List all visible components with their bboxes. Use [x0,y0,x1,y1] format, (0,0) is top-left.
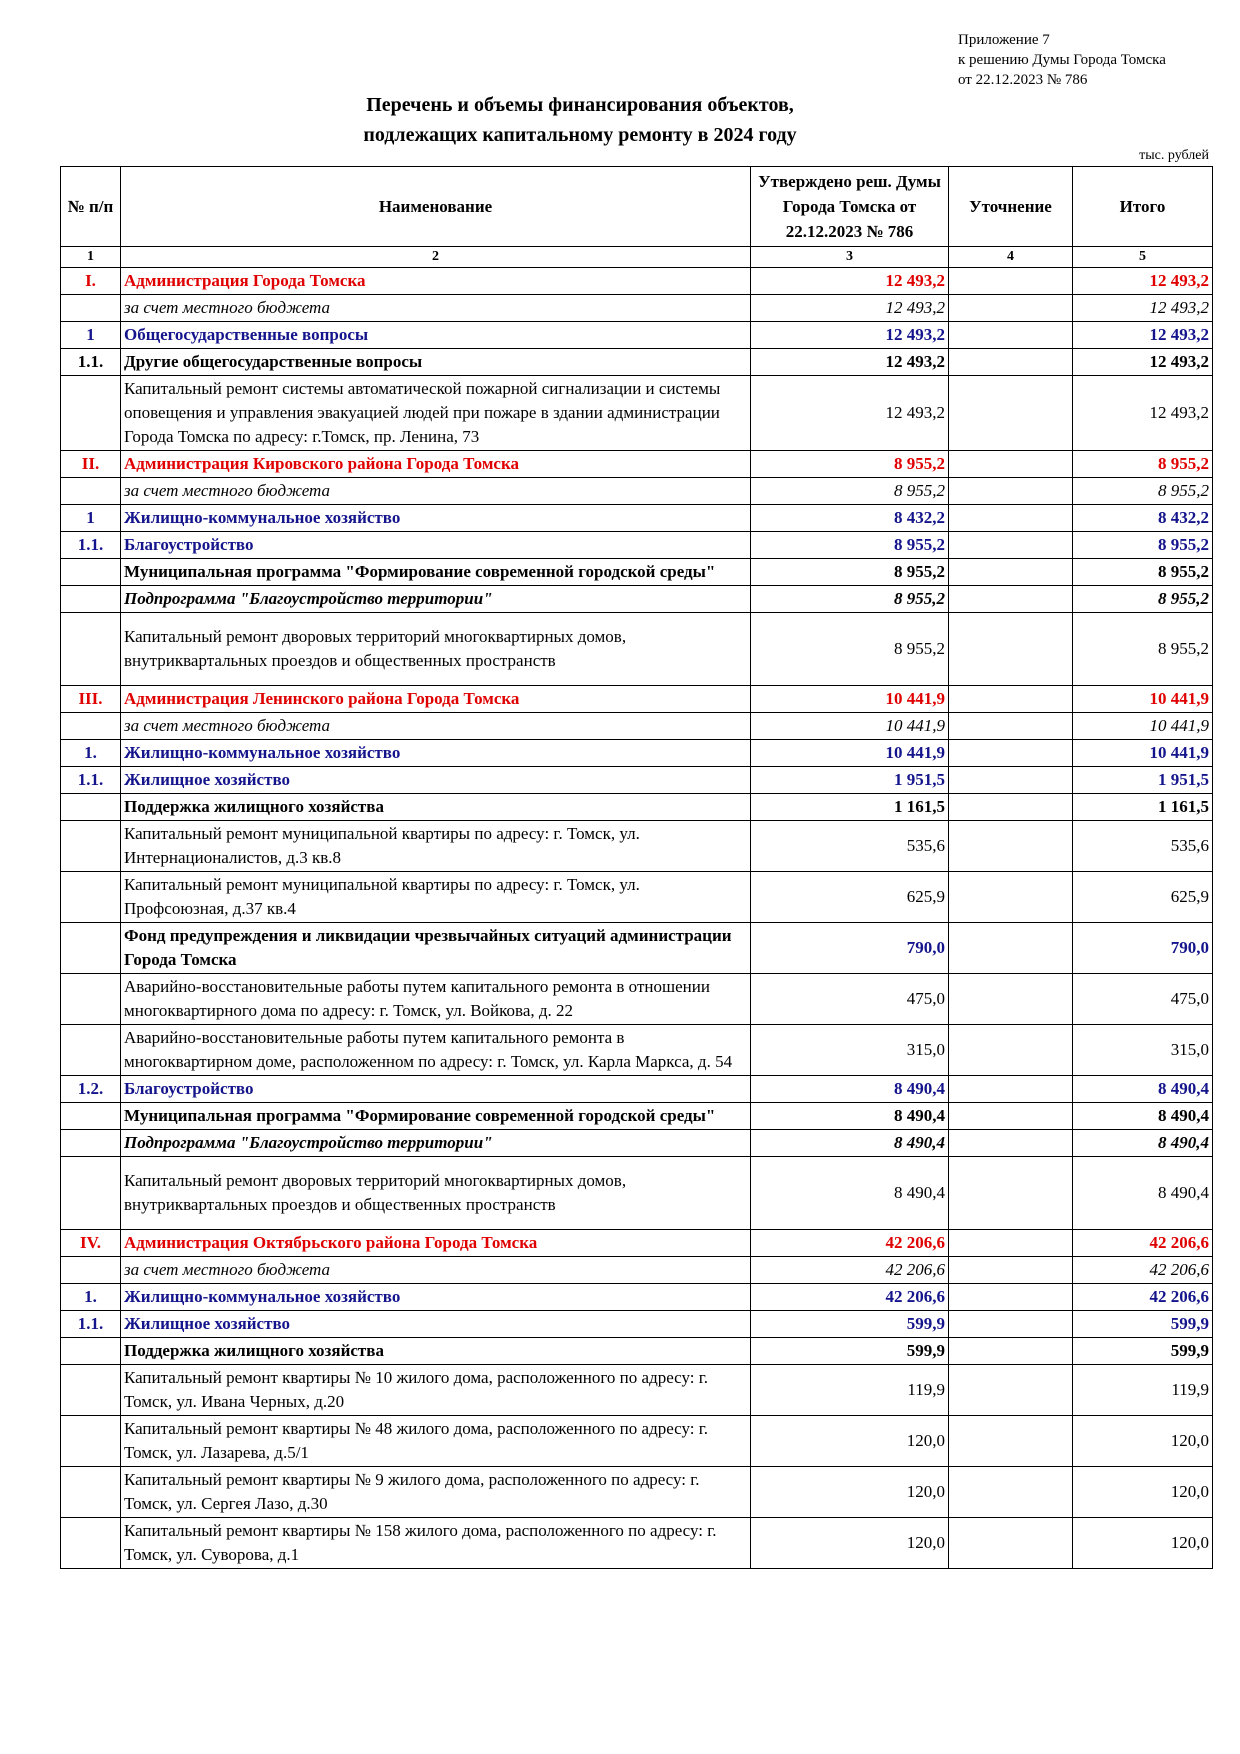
header-approved: Утверждено реш. Думы Города Томска от 22.12.2023 № 786 [751,167,949,247]
row-approved-value: 599,9 [751,1338,949,1365]
row-change-value [949,478,1073,505]
table-row [61,1257,1213,1284]
row-change-value [949,505,1073,532]
row-number: IV. [61,1230,121,1257]
row-change-value [949,268,1073,295]
row-number [61,559,121,586]
row-change-value [949,1130,1073,1157]
row-change-value [949,613,1073,686]
row-change-value [949,1518,1073,1569]
row-approved-value: 119,9 [751,1365,949,1416]
row-approved-value: 599,9 [751,1311,949,1338]
table-row [61,821,1213,872]
row-total-value: 8 490,4 [1073,1157,1213,1230]
table-row [61,740,1213,767]
table-row [61,613,1213,686]
column-number: 5 [1073,247,1213,268]
row-change-value [949,349,1073,376]
row-approved-value: 8 955,2 [751,451,949,478]
row-approved-value: 8 490,4 [751,1130,949,1157]
table-row [61,974,1213,1025]
column-numbers-row [61,247,1213,268]
table-row [61,686,1213,713]
table-row [61,1467,1213,1518]
row-change-value [949,740,1073,767]
row-number: III. [61,686,121,713]
table-row [61,1311,1213,1338]
row-total-value: 790,0 [1073,923,1213,974]
row-approved-value: 10 441,9 [751,686,949,713]
row-number [61,613,121,686]
row-change-value [949,794,1073,821]
row-number: 1. [61,1284,121,1311]
row-number [61,872,121,923]
row-approved-value: 8 432,2 [751,505,949,532]
row-name: Капитальный ремонт дворовых территорий многоквартирных домов, внутриквартальных проездов и общественных пространств [121,613,751,686]
row-change-value [949,451,1073,478]
row-name: Аварийно-восстановительные работы путем капитального ремонта в отношении многоквартирного дома по адресу: г. Томск, ул. Войкова, д. 22 [121,974,751,1025]
table-row [61,767,1213,794]
table-row [61,1076,1213,1103]
row-total-value: 42 206,6 [1073,1284,1213,1311]
appendix-line-1: Приложение 7 [958,32,1050,48]
row-name: Благоустройство [121,1076,751,1103]
row-total-value: 8 490,4 [1073,1076,1213,1103]
row-number: 1.1. [61,532,121,559]
row-name: Аварийно-восстановительные работы путем капитального ремонта в многоквартирном доме, расположенном по адресу: г. Томск, ул. Карла Маркса, д. 54 [121,1025,751,1076]
row-total-value: 599,9 [1073,1311,1213,1338]
row-approved-value: 42 206,6 [751,1284,949,1311]
row-total-value: 12 493,2 [1073,295,1213,322]
header-total: Итого [1073,167,1213,247]
appendix-line-2: к решению Думы Города Томска [958,52,1166,68]
row-number: 1 [61,505,121,532]
table-row [61,1130,1213,1157]
column-number: 2 [121,247,751,268]
table-header-row [61,167,1213,247]
row-change-value [949,1416,1073,1467]
table-row [61,505,1213,532]
row-approved-value: 120,0 [751,1518,949,1569]
row-number [61,1365,121,1416]
row-total-value: 12 493,2 [1073,349,1213,376]
row-number: II. [61,451,121,478]
row-approved-value: 8 955,2 [751,559,949,586]
row-name: Капитальный ремонт квартиры № 9 жилого дома, расположенного по адресу: г. Томск, ул. Сергея Лазо, д.30 [121,1467,751,1518]
row-number [61,478,121,505]
row-name: за счет местного бюджета [121,295,751,322]
row-approved-value: 12 493,2 [751,322,949,349]
row-name: Администрация Кировского района Города Томска [121,451,751,478]
table-row [61,268,1213,295]
row-total-value: 535,6 [1073,821,1213,872]
row-name: Фонд предупреждения и ликвидации чрезвычайных ситуаций администрации Города Томска [121,923,751,974]
row-name: Общегосударственные вопросы [121,322,751,349]
row-number [61,713,121,740]
financing-table [60,166,1213,1569]
row-total-value: 42 206,6 [1073,1230,1213,1257]
row-name: Капитальный ремонт системы автоматической пожарной сигнализации и системы оповещения и управления эвакуацией людей при пожаре в здании администрации Города Томска по адресу: г.Томск, пр. Ленина, 73 [121,376,751,451]
row-number [61,376,121,451]
row-approved-value: 12 493,2 [751,349,949,376]
row-name: Подпрограмма "Благоустройство территории" [121,1130,751,1157]
row-name: Подпрограмма "Благоустройство территории" [121,586,751,613]
table-row [61,1338,1213,1365]
row-approved-value: 42 206,6 [751,1230,949,1257]
row-approved-value: 120,0 [751,1416,949,1467]
row-change-value [949,1257,1073,1284]
row-approved-value: 8 955,2 [751,586,949,613]
row-change-value [949,1338,1073,1365]
row-number [61,1157,121,1230]
row-number: 1 [61,322,121,349]
row-name: Капитальный ремонт дворовых территорий многоквартирных домов, внутриквартальных проездов и общественных пространств [121,1157,751,1230]
row-total-value: 475,0 [1073,974,1213,1025]
row-name: за счет местного бюджета [121,713,751,740]
row-change-value [949,923,1073,974]
row-approved-value: 10 441,9 [751,713,949,740]
table-row [61,1025,1213,1076]
row-name: Жилищное хозяйство [121,767,751,794]
row-number: 1.2. [61,1076,121,1103]
row-total-value: 12 493,2 [1073,268,1213,295]
row-name: за счет местного бюджета [121,1257,751,1284]
row-number: 1. [61,740,121,767]
row-number: 1.1. [61,349,121,376]
row-total-value: 8 490,4 [1073,1103,1213,1130]
row-number [61,1467,121,1518]
row-number [61,794,121,821]
row-number: 1.1. [61,1311,121,1338]
row-number [61,1130,121,1157]
table-row [61,872,1213,923]
row-total-value: 10 441,9 [1073,686,1213,713]
header-number: № п/п [61,167,121,247]
row-approved-value: 1 951,5 [751,767,949,794]
table-row [61,532,1213,559]
row-total-value: 599,9 [1073,1338,1213,1365]
row-change-value [949,872,1073,923]
row-total-value: 8 955,2 [1073,451,1213,478]
row-total-value: 8 955,2 [1073,532,1213,559]
row-total-value: 10 441,9 [1073,713,1213,740]
table-row [61,1284,1213,1311]
row-approved-value: 790,0 [751,923,949,974]
row-approved-value: 8 490,4 [751,1157,949,1230]
row-approved-value: 12 493,2 [751,268,949,295]
row-approved-value: 625,9 [751,872,949,923]
table-row [61,1518,1213,1569]
column-number: 1 [61,247,121,268]
row-total-value: 315,0 [1073,1025,1213,1076]
table-row [61,794,1213,821]
table-row [61,586,1213,613]
row-name: Поддержка жилищного хозяйства [121,794,751,821]
row-number [61,1257,121,1284]
table-row [61,322,1213,349]
title-line-1: Перечень и объемы финансирования объектов, [366,94,794,116]
title-line-2: подлежащих капитальному ремонту в 2024 году [363,124,797,146]
table-row [61,349,1213,376]
row-name: Жилищно-коммунальное хозяйство [121,505,751,532]
row-approved-value: 8 490,4 [751,1103,949,1130]
row-name: Администрация Ленинского района Города Томска [121,686,751,713]
row-total-value: 120,0 [1073,1467,1213,1518]
row-number [61,1103,121,1130]
appendix-line-3: от 22.12.2023 № 786 [958,72,1088,88]
row-approved-value: 8 955,2 [751,532,949,559]
table-row [61,1365,1213,1416]
row-total-value: 42 206,6 [1073,1257,1213,1284]
header-name: Наименование [121,167,751,247]
row-change-value [949,376,1073,451]
row-change-value [949,1076,1073,1103]
table-row [61,478,1213,505]
table-row [61,295,1213,322]
row-total-value: 625,9 [1073,872,1213,923]
row-total-value: 8 955,2 [1073,478,1213,505]
row-name: Администрация Города Томска [121,268,751,295]
table-row [61,376,1213,451]
row-approved-value: 12 493,2 [751,295,949,322]
row-change-value [949,1311,1073,1338]
row-number [61,974,121,1025]
row-approved-value: 42 206,6 [751,1257,949,1284]
column-number: 3 [751,247,949,268]
appendix-note [958,30,1166,90]
row-change-value [949,1025,1073,1076]
row-name: Муниципальная программа "Формирование современной городской среды" [121,559,751,586]
row-name: Жилищное хозяйство [121,1311,751,1338]
row-name: Жилищно-коммунальное хозяйство [121,740,751,767]
row-number [61,295,121,322]
column-number: 4 [949,247,1073,268]
row-name: Муниципальная программа "Формирование современной городской среды" [121,1103,751,1130]
row-total-value: 8 955,2 [1073,586,1213,613]
row-total-value: 8 432,2 [1073,505,1213,532]
table-row [61,1157,1213,1230]
row-name: Капитальный ремонт муниципальной квартиры по адресу: г. Томск, ул. Интернационалистов, д.3 кв.8 [121,821,751,872]
row-number [61,1518,121,1569]
table-row [61,923,1213,974]
row-change-value [949,322,1073,349]
table-row [61,559,1213,586]
row-total-value: 1 161,5 [1073,794,1213,821]
row-total-value: 12 493,2 [1073,376,1213,451]
row-change-value [949,1365,1073,1416]
row-change-value [949,821,1073,872]
row-name: Капитальный ремонт квартиры № 48 жилого дома, расположенного по адресу: г. Томск, ул. Лазарева, д.5/1 [121,1416,751,1467]
row-name: Благоустройство [121,532,751,559]
row-name: Капитальный ремонт муниципальной квартиры по адресу: г. Томск, ул. Профсоюзная, д.37 кв.4 [121,872,751,923]
row-approved-value: 315,0 [751,1025,949,1076]
row-total-value: 10 441,9 [1073,740,1213,767]
row-number [61,821,121,872]
row-approved-value: 12 493,2 [751,376,949,451]
row-approved-value: 120,0 [751,1467,949,1518]
row-name: Администрация Октябрьского района Города Томска [121,1230,751,1257]
row-approved-value: 8 955,2 [751,613,949,686]
row-total-value: 12 493,2 [1073,322,1213,349]
row-number: I. [61,268,121,295]
row-name: Жилищно-коммунальное хозяйство [121,1284,751,1311]
row-total-value: 8 955,2 [1073,559,1213,586]
row-number [61,1338,121,1365]
row-change-value [949,686,1073,713]
row-change-value [949,974,1073,1025]
document-title [60,90,1100,150]
row-change-value [949,1230,1073,1257]
row-total-value: 8 490,4 [1073,1130,1213,1157]
table-row [61,1103,1213,1130]
row-total-value: 8 955,2 [1073,613,1213,686]
row-name: Другие общегосударственные вопросы [121,349,751,376]
row-change-value [949,1284,1073,1311]
row-change-value [949,1157,1073,1230]
table-row [61,1230,1213,1257]
row-number: 1.1. [61,767,121,794]
units-label: тыс. рублей [1139,148,1209,163]
row-change-value [949,559,1073,586]
row-change-value [949,586,1073,613]
row-total-value: 119,9 [1073,1365,1213,1416]
row-approved-value: 10 441,9 [751,740,949,767]
row-number [61,1025,121,1076]
row-approved-value: 1 161,5 [751,794,949,821]
row-number [61,923,121,974]
row-approved-value: 535,6 [751,821,949,872]
row-change-value [949,1467,1073,1518]
row-approved-value: 8 955,2 [751,478,949,505]
row-change-value [949,532,1073,559]
row-name: за счет местного бюджета [121,478,751,505]
table-row [61,1416,1213,1467]
row-change-value [949,295,1073,322]
row-approved-value: 8 490,4 [751,1076,949,1103]
table-row [61,713,1213,740]
header-change: Уточнение [949,167,1073,247]
row-number [61,1416,121,1467]
row-total-value: 1 951,5 [1073,767,1213,794]
row-approved-value: 475,0 [751,974,949,1025]
row-change-value [949,767,1073,794]
row-name: Капитальный ремонт квартиры № 158 жилого дома, расположенного по адресу: г. Томск, ул. Суворова, д.1 [121,1518,751,1569]
row-name: Капитальный ремонт квартиры № 10 жилого дома, расположенного по адресу: г. Томск, ул. Ивана Черных, д.20 [121,1365,751,1416]
row-total-value: 120,0 [1073,1416,1213,1467]
table-row [61,451,1213,478]
row-change-value [949,713,1073,740]
row-name: Поддержка жилищного хозяйства [121,1338,751,1365]
row-number [61,586,121,613]
row-change-value [949,1103,1073,1130]
row-total-value: 120,0 [1073,1518,1213,1569]
